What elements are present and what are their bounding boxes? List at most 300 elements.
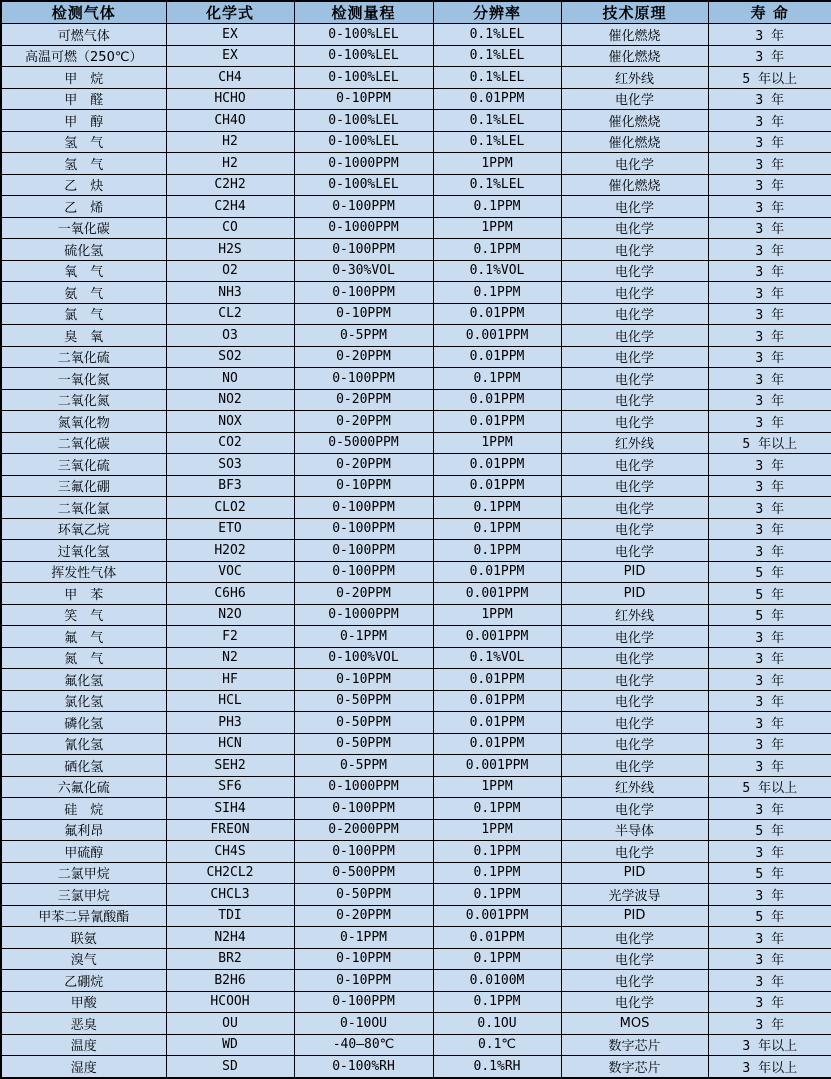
- cell-resolution: 0.1OU: [433, 1013, 561, 1035]
- cell-formula: HCHO: [166, 88, 294, 110]
- cell-range: 0-100PPM: [294, 540, 433, 562]
- cell-gas: 过氧化氢: [1, 540, 166, 562]
- cell-principle: 红外线: [561, 67, 708, 89]
- cell-principle: 电化学: [561, 712, 708, 734]
- cell-range: 0-5PPM: [294, 755, 433, 777]
- cell-principle: 电化学: [561, 260, 708, 282]
- cell-principle: 催化燃烧: [561, 45, 708, 67]
- cell-lifespan: 3 年: [708, 239, 831, 261]
- cell-range: 0-10PPM: [294, 669, 433, 691]
- cell-lifespan: 3 年: [708, 755, 831, 777]
- cell-range: 0-100%VOL: [294, 647, 433, 669]
- cell-range: 0-2000PPM: [294, 819, 433, 841]
- table-row: [1, 174, 831, 196]
- cell-range: 0-30%VOL: [294, 260, 433, 282]
- cell-principle: 红外线: [561, 432, 708, 454]
- cell-gas: 甲 醛: [1, 88, 166, 110]
- cell-range: 0-100PPM: [294, 368, 433, 390]
- cell-gas: 环氧乙烷: [1, 518, 166, 540]
- cell-formula: CH4O: [166, 110, 294, 132]
- cell-formula: CO2: [166, 432, 294, 454]
- cell-principle: 电化学: [561, 454, 708, 476]
- cell-principle: 电化学: [561, 948, 708, 970]
- cell-range: 0-20PPM: [294, 389, 433, 411]
- table-row: [1, 841, 831, 863]
- cell-principle: MOS: [561, 1013, 708, 1035]
- table-row: [1, 260, 831, 282]
- table-row: [1, 583, 831, 605]
- cell-range: 0-100%LEL: [294, 174, 433, 196]
- cell-principle: 电化学: [561, 153, 708, 175]
- cell-range: 0-20PPM: [294, 905, 433, 927]
- cell-principle: 电化学: [561, 690, 708, 712]
- table-row: [1, 776, 831, 798]
- cell-resolution: 1PPM: [433, 217, 561, 239]
- cell-principle: 光学波导: [561, 884, 708, 906]
- cell-formula: BF3: [166, 475, 294, 497]
- cell-gas: 三氯甲烷: [1, 884, 166, 906]
- cell-gas: 二氧化氮: [1, 389, 166, 411]
- cell-resolution: 0.1PPM: [433, 884, 561, 906]
- table-row: [1, 346, 831, 368]
- cell-range: 0-10PPM: [294, 475, 433, 497]
- cell-formula: CH2CL2: [166, 862, 294, 884]
- cell-lifespan: 5 年: [708, 561, 831, 583]
- table-row: [1, 1013, 831, 1035]
- cell-principle: 电化学: [561, 88, 708, 110]
- cell-lifespan: 3 年: [708, 153, 831, 175]
- cell-formula: C2H4: [166, 196, 294, 218]
- cell-formula: B2H6: [166, 970, 294, 992]
- cell-lifespan: 3 年: [708, 841, 831, 863]
- cell-lifespan: 3 年: [708, 733, 831, 755]
- cell-principle: 电化学: [561, 239, 708, 261]
- cell-lifespan: 3 年: [708, 669, 831, 691]
- table-row: [1, 927, 831, 949]
- cell-lifespan: 3 年: [708, 1013, 831, 1035]
- cell-lifespan: 3 年: [708, 540, 831, 562]
- cell-range: 0-100PPM: [294, 239, 433, 261]
- cell-gas: 三氟化硼: [1, 475, 166, 497]
- cell-principle: 催化燃烧: [561, 110, 708, 132]
- cell-resolution: 0.01PPM: [433, 346, 561, 368]
- table-row: [1, 368, 831, 390]
- cell-resolution: 0.001PPM: [433, 583, 561, 605]
- cell-resolution: 0.01PPM: [433, 389, 561, 411]
- table-row: [1, 970, 831, 992]
- cell-range: 0-1000PPM: [294, 153, 433, 175]
- table-row: [1, 712, 831, 734]
- cell-range: 0-1000PPM: [294, 604, 433, 626]
- cell-resolution: 0.01PPM: [433, 690, 561, 712]
- table-row: [1, 518, 831, 540]
- table-row: [1, 540, 831, 562]
- cell-principle: 电化学: [561, 626, 708, 648]
- cell-resolution: 0.001PPM: [433, 755, 561, 777]
- table-row: [1, 798, 831, 820]
- cell-gas: 可燃气体: [1, 24, 166, 46]
- cell-resolution: 0.1%LEL: [433, 45, 561, 67]
- cell-lifespan: 3 年: [708, 368, 831, 390]
- cell-range: 0-20PPM: [294, 411, 433, 433]
- table-row: [1, 1034, 831, 1056]
- cell-principle: 半导体: [561, 819, 708, 841]
- cell-resolution: 0.1%RH: [433, 1056, 561, 1078]
- cell-range: 0-100PPM: [294, 798, 433, 820]
- cell-formula: N2O: [166, 604, 294, 626]
- cell-principle: 电化学: [561, 475, 708, 497]
- cell-range: 0-10OU: [294, 1013, 433, 1035]
- cell-principle: 数字芯片: [561, 1034, 708, 1056]
- cell-lifespan: 5 年: [708, 604, 831, 626]
- table-row: [1, 884, 831, 906]
- table-row: [1, 755, 831, 777]
- cell-formula: HCOOH: [166, 991, 294, 1013]
- cell-gas: 氮 气: [1, 647, 166, 669]
- cell-gas: 硒化氢: [1, 755, 166, 777]
- cell-gas: 溴气: [1, 948, 166, 970]
- cell-range: 0-50PPM: [294, 884, 433, 906]
- cell-lifespan: 3 年: [708, 690, 831, 712]
- table-body: [1, 24, 831, 1078]
- cell-gas: 氨 气: [1, 282, 166, 304]
- cell-formula: C6H6: [166, 583, 294, 605]
- cell-range: 0-100%LEL: [294, 24, 433, 46]
- cell-resolution: 1PPM: [433, 604, 561, 626]
- table-row: [1, 239, 831, 261]
- cell-lifespan: 3 年: [708, 948, 831, 970]
- table-header: [1, 1, 831, 24]
- cell-formula: N2: [166, 647, 294, 669]
- cell-gas: 二氯甲烷: [1, 862, 166, 884]
- cell-lifespan: 3 年: [708, 411, 831, 433]
- cell-gas: 硅 烷: [1, 798, 166, 820]
- cell-resolution: 0.001PPM: [433, 626, 561, 648]
- table-row: [1, 88, 831, 110]
- table-row: [1, 411, 831, 433]
- cell-formula: ETO: [166, 518, 294, 540]
- table-row: [1, 217, 831, 239]
- cell-resolution: 0.0100M: [433, 970, 561, 992]
- table-row: [1, 454, 831, 476]
- table-row: [1, 24, 831, 46]
- cell-resolution: 0.01PPM: [433, 454, 561, 476]
- cell-principle: 电化学: [561, 518, 708, 540]
- cell-resolution: 0.01PPM: [433, 712, 561, 734]
- cell-gas: 氰化氢: [1, 733, 166, 755]
- cell-resolution: 0.01PPM: [433, 669, 561, 691]
- cell-range: 0-100%LEL: [294, 131, 433, 153]
- cell-gas: 恶臭: [1, 1013, 166, 1035]
- cell-lifespan: 3 年: [708, 110, 831, 132]
- cell-gas: 一氧化氮: [1, 368, 166, 390]
- cell-resolution: 0.1%LEL: [433, 24, 561, 46]
- cell-principle: 电化学: [561, 733, 708, 755]
- table-row: [1, 389, 831, 411]
- cell-gas: 甲 苯: [1, 583, 166, 605]
- cell-formula: OU: [166, 1013, 294, 1035]
- cell-range: 0-100%LEL: [294, 45, 433, 67]
- column-header-range: 检测量程: [294, 1, 433, 24]
- cell-gas: 乙 炔: [1, 174, 166, 196]
- cell-resolution: 0.1℃: [433, 1034, 561, 1056]
- cell-principle: PID: [561, 583, 708, 605]
- cell-gas: 湿度: [1, 1056, 166, 1078]
- cell-principle: 催化燃烧: [561, 131, 708, 153]
- cell-lifespan: 3 年: [708, 798, 831, 820]
- cell-lifespan: 3 年: [708, 454, 831, 476]
- cell-formula: CHCL3: [166, 884, 294, 906]
- cell-gas: 氧 气: [1, 260, 166, 282]
- cell-lifespan: 3 年: [708, 884, 831, 906]
- column-header-principle: 技术原理: [561, 1, 708, 24]
- cell-gas: 温度: [1, 1034, 166, 1056]
- cell-formula: CO: [166, 217, 294, 239]
- cell-resolution: 0.1%LEL: [433, 110, 561, 132]
- cell-resolution: 0.01PPM: [433, 927, 561, 949]
- cell-lifespan: 3 年: [708, 389, 831, 411]
- cell-principle: 电化学: [561, 303, 708, 325]
- cell-range: 0-100PPM: [294, 497, 433, 519]
- cell-principle: 电化学: [561, 798, 708, 820]
- cell-formula: CH4S: [166, 841, 294, 863]
- cell-lifespan: 3 年: [708, 282, 831, 304]
- cell-principle: 电化学: [561, 970, 708, 992]
- cell-lifespan: 5 年以上: [708, 432, 831, 454]
- table-row: [1, 669, 831, 691]
- cell-resolution: 0.01PPM: [433, 733, 561, 755]
- table-row: [1, 819, 831, 841]
- cell-range: 0-20PPM: [294, 346, 433, 368]
- cell-resolution: 0.1%LEL: [433, 67, 561, 89]
- column-header-formula: 化学式: [166, 1, 294, 24]
- cell-range: 0-1000PPM: [294, 776, 433, 798]
- cell-resolution: 1PPM: [433, 153, 561, 175]
- cell-lifespan: 3 年: [708, 497, 831, 519]
- cell-formula: SO3: [166, 454, 294, 476]
- cell-gas: 甲酸: [1, 991, 166, 1013]
- cell-range: 0-100PPM: [294, 282, 433, 304]
- table-row: [1, 432, 831, 454]
- cell-principle: 电化学: [561, 368, 708, 390]
- cell-principle: 数字芯片: [561, 1056, 708, 1078]
- cell-range: 0-10PPM: [294, 948, 433, 970]
- table-row: [1, 991, 831, 1013]
- cell-range: 0-100PPM: [294, 196, 433, 218]
- cell-range: 0-1PPM: [294, 927, 433, 949]
- cell-resolution: 0.1%LEL: [433, 131, 561, 153]
- cell-formula: N2H4: [166, 927, 294, 949]
- cell-resolution: 0.1PPM: [433, 282, 561, 304]
- cell-principle: PID: [561, 561, 708, 583]
- cell-formula: NO2: [166, 389, 294, 411]
- cell-resolution: 0.1PPM: [433, 196, 561, 218]
- table-row: [1, 325, 831, 347]
- cell-formula: H2S: [166, 239, 294, 261]
- cell-gas: 二氧化碳: [1, 432, 166, 454]
- cell-principle: 电化学: [561, 497, 708, 519]
- cell-range: 0-100%RH: [294, 1056, 433, 1078]
- table-row: [1, 647, 831, 669]
- cell-formula: SIH4: [166, 798, 294, 820]
- cell-gas: 氯化氢: [1, 690, 166, 712]
- cell-gas: 乙 烯: [1, 196, 166, 218]
- cell-resolution: 0.1PPM: [433, 948, 561, 970]
- cell-formula: H2O2: [166, 540, 294, 562]
- cell-formula: HCN: [166, 733, 294, 755]
- cell-formula: SF6: [166, 776, 294, 798]
- cell-gas: 臭 氧: [1, 325, 166, 347]
- cell-principle: 电化学: [561, 841, 708, 863]
- cell-formula: FREON: [166, 819, 294, 841]
- cell-range: 0-500PPM: [294, 862, 433, 884]
- cell-formula: BR2: [166, 948, 294, 970]
- cell-resolution: 0.01PPM: [433, 561, 561, 583]
- cell-gas: 三氧化硫: [1, 454, 166, 476]
- table-row: [1, 561, 831, 583]
- cell-resolution: 0.001PPM: [433, 325, 561, 347]
- cell-principle: 电化学: [561, 196, 708, 218]
- cell-lifespan: 3 年: [708, 174, 831, 196]
- cell-gas: 氟 气: [1, 626, 166, 648]
- table-row: [1, 690, 831, 712]
- cell-principle: 电化学: [561, 540, 708, 562]
- cell-formula: O3: [166, 325, 294, 347]
- cell-formula: H2: [166, 153, 294, 175]
- cell-range: 0-100PPM: [294, 991, 433, 1013]
- cell-formula: NOX: [166, 411, 294, 433]
- cell-formula: WD: [166, 1034, 294, 1056]
- cell-resolution: 0.1PPM: [433, 518, 561, 540]
- table-row: [1, 131, 831, 153]
- table-row: [1, 282, 831, 304]
- cell-principle: 电化学: [561, 389, 708, 411]
- cell-range: 0-100PPM: [294, 841, 433, 863]
- cell-gas: 高温可燃（250℃）: [1, 45, 166, 67]
- cell-gas: 挥发性气体: [1, 561, 166, 583]
- cell-formula: PH3: [166, 712, 294, 734]
- cell-formula: CLO2: [166, 497, 294, 519]
- cell-principle: 电化学: [561, 755, 708, 777]
- cell-range: 0-10PPM: [294, 303, 433, 325]
- cell-principle: PID: [561, 905, 708, 927]
- cell-range: 0-100PPM: [294, 518, 433, 540]
- cell-range: 0-50PPM: [294, 712, 433, 734]
- cell-principle: 红外线: [561, 604, 708, 626]
- cell-formula: SD: [166, 1056, 294, 1078]
- cell-range: 0-5000PPM: [294, 432, 433, 454]
- cell-gas: 二氧化氯: [1, 497, 166, 519]
- cell-resolution: 0.01PPM: [433, 303, 561, 325]
- cell-resolution: 1PPM: [433, 819, 561, 841]
- cell-principle: 电化学: [561, 647, 708, 669]
- cell-gas: 一氧化碳: [1, 217, 166, 239]
- cell-formula: TDI: [166, 905, 294, 927]
- cell-resolution: 0.1PPM: [433, 841, 561, 863]
- table-row: [1, 948, 831, 970]
- cell-formula: C2H2: [166, 174, 294, 196]
- cell-principle: 催化燃烧: [561, 24, 708, 46]
- cell-range: 0-100PPM: [294, 561, 433, 583]
- cell-formula: F2: [166, 626, 294, 648]
- cell-principle: 电化学: [561, 346, 708, 368]
- cell-lifespan: 3 年: [708, 712, 831, 734]
- cell-formula: CH4: [166, 67, 294, 89]
- cell-resolution: 0.01PPM: [433, 411, 561, 433]
- header-row: [1, 1, 831, 24]
- cell-gas: 乙硼烷: [1, 970, 166, 992]
- cell-lifespan: 3 年: [708, 217, 831, 239]
- cell-lifespan: 3 年以上: [708, 1034, 831, 1056]
- cell-resolution: 0.01PPM: [433, 475, 561, 497]
- cell-lifespan: 3 年: [708, 131, 831, 153]
- table-row: [1, 153, 831, 175]
- cell-lifespan: 5 年以上: [708, 776, 831, 798]
- cell-gas: 联氨: [1, 927, 166, 949]
- cell-principle: 电化学: [561, 927, 708, 949]
- table-row: [1, 475, 831, 497]
- cell-range: 0-1000PPM: [294, 217, 433, 239]
- cell-gas: 二氧化硫: [1, 346, 166, 368]
- cell-principle: 电化学: [561, 217, 708, 239]
- cell-lifespan: 3 年: [708, 24, 831, 46]
- cell-range: 0-20PPM: [294, 454, 433, 476]
- cell-gas: 磷化氢: [1, 712, 166, 734]
- table-row: [1, 196, 831, 218]
- cell-formula: EX: [166, 45, 294, 67]
- cell-gas: 氢 气: [1, 153, 166, 175]
- cell-resolution: 0.1%VOL: [433, 260, 561, 282]
- table-row: [1, 626, 831, 648]
- cell-formula: HCL: [166, 690, 294, 712]
- table-row: [1, 110, 831, 132]
- cell-formula: EX: [166, 24, 294, 46]
- cell-range: 0-10PPM: [294, 970, 433, 992]
- cell-lifespan: 5 年以上: [708, 67, 831, 89]
- cell-lifespan: 3 年: [708, 927, 831, 949]
- cell-range: 0-20PPM: [294, 583, 433, 605]
- cell-resolution: 1PPM: [433, 776, 561, 798]
- cell-resolution: 1PPM: [433, 432, 561, 454]
- cell-lifespan: 3 年: [708, 260, 831, 282]
- cell-resolution: 0.1PPM: [433, 991, 561, 1013]
- cell-formula: H2: [166, 131, 294, 153]
- table-row: [1, 303, 831, 325]
- cell-gas: 六氟化硫: [1, 776, 166, 798]
- cell-gas: 甲苯二异氰酸酯: [1, 905, 166, 927]
- cell-resolution: 0.1PPM: [433, 862, 561, 884]
- cell-gas: 甲硫醇: [1, 841, 166, 863]
- cell-resolution: 0.1%LEL: [433, 174, 561, 196]
- cell-principle: 电化学: [561, 411, 708, 433]
- cell-lifespan: 3 年: [708, 647, 831, 669]
- cell-lifespan: 3 年: [708, 303, 831, 325]
- cell-lifespan: 3 年: [708, 346, 831, 368]
- cell-gas: 甲 烷: [1, 67, 166, 89]
- cell-gas: 氢 气: [1, 131, 166, 153]
- cell-lifespan: 5 年: [708, 905, 831, 927]
- cell-resolution: 0.1PPM: [433, 798, 561, 820]
- cell-resolution: 0.01PPM: [433, 88, 561, 110]
- cell-range: 0-50PPM: [294, 733, 433, 755]
- cell-resolution: 0.1PPM: [433, 239, 561, 261]
- cell-resolution: 0.1PPM: [433, 540, 561, 562]
- cell-resolution: 0.1PPM: [433, 368, 561, 390]
- cell-principle: 电化学: [561, 325, 708, 347]
- cell-gas: 氟化氢: [1, 669, 166, 691]
- cell-lifespan: 3 年: [708, 325, 831, 347]
- cell-lifespan: 3 年: [708, 970, 831, 992]
